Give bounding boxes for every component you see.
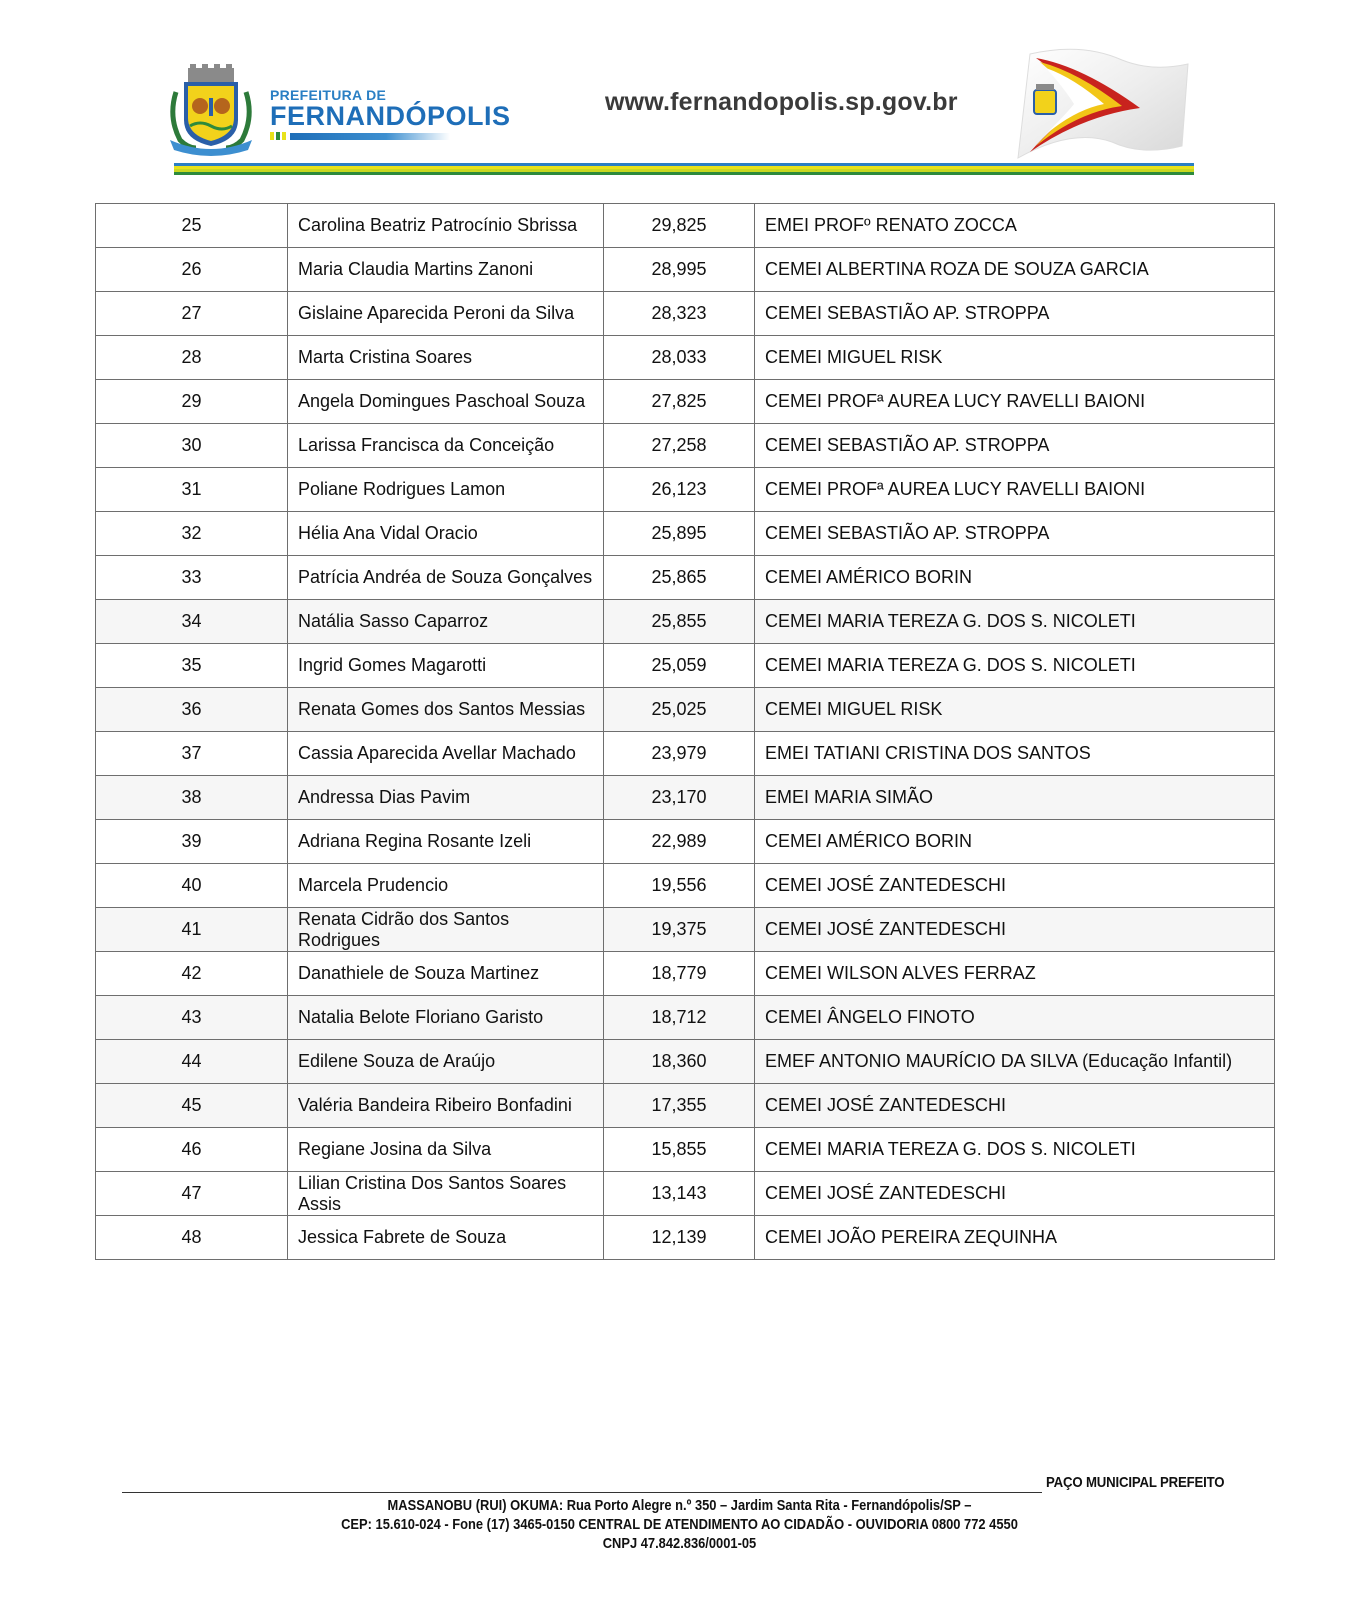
score-cell: 23,170 (604, 776, 755, 820)
name-cell: Danathiele de Souza Martinez (288, 952, 604, 996)
name-cell: Gislaine Aparecida Peroni da Silva (288, 292, 604, 336)
school-cell: CEMEI ÂNGELO FINOTO (755, 996, 1275, 1040)
school-cell: CEMEI SEBASTIÃO AP. STROPPA (755, 424, 1275, 468)
name-cell: Hélia Ana Vidal Oracio (288, 512, 604, 556)
school-cell: CEMEI JOSÉ ZANTEDESCHI (755, 908, 1275, 952)
rank-cell: 43 (96, 996, 288, 1040)
name-cell: Carolina Beatriz Patrocínio Sbrissa (288, 204, 604, 248)
table-row (96, 600, 1275, 644)
rank-cell: 45 (96, 1084, 288, 1128)
score-cell: 26,123 (604, 468, 755, 512)
municipal-crest-icon (166, 62, 256, 158)
score-cell: 15,855 (604, 1128, 755, 1172)
rank-cell: 41 (96, 908, 288, 952)
table-row (96, 1128, 1275, 1172)
score-cell: 17,355 (604, 1084, 755, 1128)
school-cell: CEMEI PROFª AUREA LUCY RAVELLI BAIONI (755, 380, 1275, 424)
name-cell: Renata Gomes dos Santos Messias (288, 688, 604, 732)
name-cell: Lilian Cristina Dos Santos Soares Assis (288, 1172, 604, 1216)
rank-cell: 38 (96, 776, 288, 820)
ranking-table (95, 203, 1275, 1260)
rank-cell: 26 (96, 248, 288, 292)
school-cell: CEMEI MARIA TEREZA G. DOS S. NICOLETI (755, 1128, 1275, 1172)
rank-cell: 25 (96, 204, 288, 248)
table-row (96, 512, 1275, 556)
name-cell: Larissa Francisca da Conceição (288, 424, 604, 468)
table-row (96, 776, 1275, 820)
website-url: www.fernandopolis.sp.gov.br (605, 88, 958, 116)
rank-cell: 33 (96, 556, 288, 600)
rank-cell: 30 (96, 424, 288, 468)
score-cell: 27,825 (604, 380, 755, 424)
school-cell: CEMEI WILSON ALVES FERRAZ (755, 952, 1275, 996)
rank-cell: 40 (96, 864, 288, 908)
name-cell: Natalia Belote Floriano Garisto (288, 996, 604, 1040)
school-cell: CEMEI MIGUEL RISK (755, 688, 1275, 732)
score-cell: 25,895 (604, 512, 755, 556)
school-cell: EMEI MARIA SIMÃO (755, 776, 1275, 820)
name-cell: Edilene Souza de Araújo (288, 1040, 604, 1084)
name-cell: Maria Claudia Martins Zanoni (288, 248, 604, 292)
school-cell: CEMEI AMÉRICO BORIN (755, 820, 1275, 864)
footer-address-line: MASSANOBU (RUI) OKUMA: Rua Porto Alegre n.º 350 – Jardim Santa Rita - Fernandópolis/SP – (387, 1497, 972, 1514)
score-cell: 19,556 (604, 864, 755, 908)
school-cell: EMEF ANTONIO MAURÍCIO DA SILVA (Educação Infantil) (755, 1040, 1275, 1084)
school-cell: CEMEI SEBASTIÃO AP. STROPPA (755, 512, 1275, 556)
school-cell: CEMEI JOSÉ ZANTEDESCHI (755, 1084, 1275, 1128)
table-row (96, 908, 1275, 952)
school-cell: CEMEI SEBASTIÃO AP. STROPPA (755, 292, 1275, 336)
school-cell: CEMEI PROFª AUREA LUCY RAVELLI BAIONI (755, 468, 1275, 512)
rank-cell: 37 (96, 732, 288, 776)
table-row (96, 952, 1275, 996)
school-cell: CEMEI JOSÉ ZANTEDESCHI (755, 1172, 1275, 1216)
rank-cell: 31 (96, 468, 288, 512)
score-cell: 29,825 (604, 204, 755, 248)
brand-title: FERNANDÓPOLIS (270, 101, 511, 131)
rank-cell: 35 (96, 644, 288, 688)
score-cell: 18,712 (604, 996, 755, 1040)
table-row (96, 688, 1275, 732)
rank-cell: 32 (96, 512, 288, 556)
rank-cell: 47 (96, 1172, 288, 1216)
school-cell: CEMEI MARIA TEREZA G. DOS S. NICOLETI (755, 600, 1275, 644)
score-cell: 28,033 (604, 336, 755, 380)
table-row (96, 1040, 1275, 1084)
name-cell: Renata Cidrão dos Santos Rodrigues (288, 908, 604, 952)
header-divider-stripes (174, 163, 1194, 175)
score-cell: 12,139 (604, 1216, 755, 1260)
table-row (96, 424, 1275, 468)
table-row (96, 204, 1275, 248)
name-cell: Cassia Aparecida Avellar Machado (288, 732, 604, 776)
score-cell: 23,979 (604, 732, 755, 776)
name-cell: Adriana Regina Rosante Izeli (288, 820, 604, 864)
name-cell: Marcela Prudencio (288, 864, 604, 908)
score-cell: 28,323 (604, 292, 755, 336)
municipal-flag-icon (1012, 46, 1192, 166)
score-cell: 25,865 (604, 556, 755, 600)
table-row (96, 996, 1275, 1040)
table-row (96, 820, 1275, 864)
rank-cell: 36 (96, 688, 288, 732)
rank-cell: 42 (96, 952, 288, 996)
footer-label: PAÇO MUNICIPAL PREFEITO (1046, 1474, 1225, 1491)
letterhead (0, 0, 1359, 185)
name-cell: Regiane Josina da Silva (288, 1128, 604, 1172)
name-cell: Valéria Bandeira Ribeiro Bonfadini (288, 1084, 604, 1128)
rank-cell: 46 (96, 1128, 288, 1172)
school-cell: EMEI TATIANI CRISTINA DOS SANTOS (755, 732, 1275, 776)
name-cell: Natália Sasso Caparroz (288, 600, 604, 644)
score-cell: 25,059 (604, 644, 755, 688)
table-row (96, 1216, 1275, 1260)
score-cell: 22,989 (604, 820, 755, 864)
table-row (96, 336, 1275, 380)
name-cell: Patrícia Andréa de Souza Gonçalves (288, 556, 604, 600)
brand-subtitle: PREFEITURA DE (270, 87, 387, 103)
name-cell: Poliane Rodrigues Lamon (288, 468, 604, 512)
school-cell: CEMEI JOÃO PEREIRA ZEQUINHA (755, 1216, 1275, 1260)
name-cell: Jessica Fabrete de Souza (288, 1216, 604, 1260)
school-cell: EMEI PROFº RENATO ZOCCA (755, 204, 1275, 248)
score-cell: 13,143 (604, 1172, 755, 1216)
rank-cell: 48 (96, 1216, 288, 1260)
brand-logo (270, 88, 511, 140)
table-row (96, 248, 1275, 292)
table-row (96, 732, 1275, 776)
table-row (96, 468, 1275, 512)
school-cell: CEMEI ALBERTINA ROZA DE SOUZA GARCIA (755, 248, 1275, 292)
score-cell: 19,375 (604, 908, 755, 952)
score-cell: 28,995 (604, 248, 755, 292)
name-cell: Andressa Dias Pavim (288, 776, 604, 820)
rank-cell: 34 (96, 600, 288, 644)
table-row (96, 1084, 1275, 1128)
rank-cell: 44 (96, 1040, 288, 1084)
score-cell: 25,855 (604, 600, 755, 644)
school-cell: CEMEI JOSÉ ZANTEDESCHI (755, 864, 1275, 908)
brand-underline (270, 132, 511, 140)
footer-address (0, 1496, 1359, 1553)
score-cell: 18,360 (604, 1040, 755, 1084)
table-row (96, 556, 1275, 600)
table-row (96, 644, 1275, 688)
table-row (96, 864, 1275, 908)
rank-cell: 27 (96, 292, 288, 336)
name-cell: Ingrid Gomes Magarotti (288, 644, 604, 688)
footer-contact-line: CEP: 15.610-024 - Fone (17) 3465-0150 CENTRAL DE ATENDIMENTO AO CIDADÃO - OUVIDORIA 0800 772 4550 (341, 1516, 1018, 1533)
score-cell: 18,779 (604, 952, 755, 996)
name-cell: Marta Cristina Soares (288, 336, 604, 380)
footer-divider (122, 1492, 1042, 1493)
school-cell: CEMEI MARIA TEREZA G. DOS S. NICOLETI (755, 644, 1275, 688)
rank-cell: 29 (96, 380, 288, 424)
rank-cell: 39 (96, 820, 288, 864)
school-cell: CEMEI MIGUEL RISK (755, 336, 1275, 380)
table-row (96, 292, 1275, 336)
ranking-table-body (96, 204, 1275, 1260)
table-row (96, 380, 1275, 424)
school-cell: CEMEI AMÉRICO BORIN (755, 556, 1275, 600)
rank-cell: 28 (96, 336, 288, 380)
footer-cnpj-line: CNPJ 47.842.836/0001-05 (602, 1535, 757, 1552)
score-cell: 27,258 (604, 424, 755, 468)
score-cell: 25,025 (604, 688, 755, 732)
table-row (96, 1172, 1275, 1216)
name-cell: Angela Domingues Paschoal Souza (288, 380, 604, 424)
